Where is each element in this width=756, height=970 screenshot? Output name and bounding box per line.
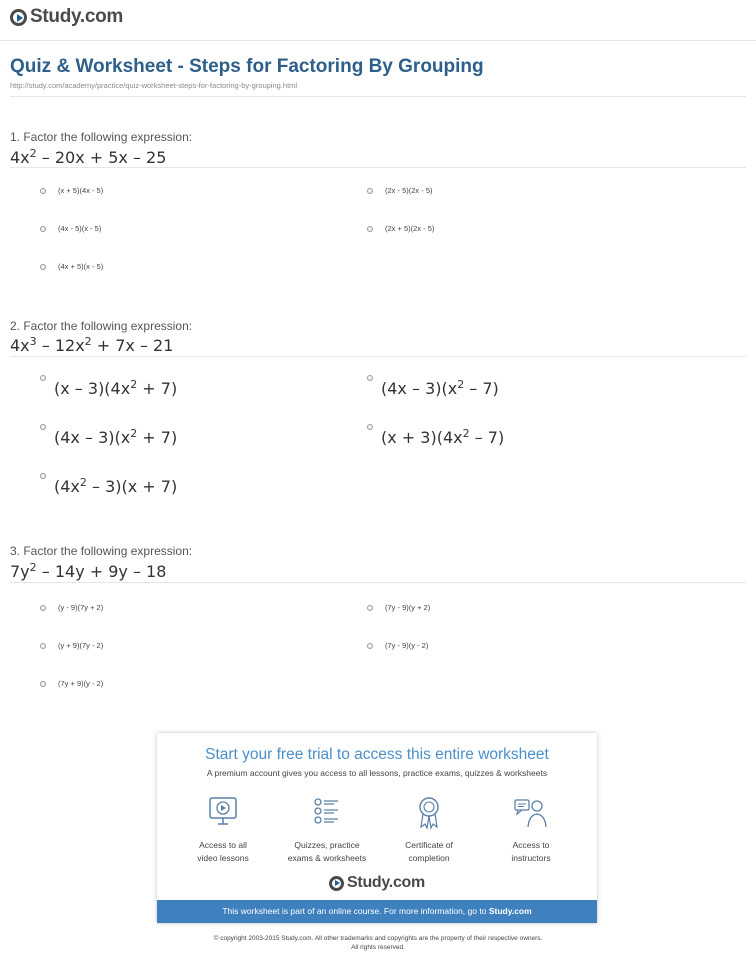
play-circle-icon bbox=[10, 9, 27, 26]
quiz-list-icon bbox=[307, 795, 347, 831]
feature-label: Certificate of completion bbox=[405, 840, 453, 863]
radio-button[interactable] bbox=[40, 375, 46, 381]
course-info-banner bbox=[157, 900, 597, 923]
question-2-option-3[interactable]: $(4x - 3)(x^2 + 7)$ bbox=[40, 424, 177, 447]
feature-label: Access to all video lessons bbox=[197, 840, 249, 863]
question-3-divider bbox=[10, 582, 746, 583]
radio-button[interactable] bbox=[40, 681, 46, 687]
question-2-option-2[interactable]: $(4x - 3)(x^2 - 7)$ bbox=[367, 375, 499, 398]
question-3-label: 3. Factor the following expression: bbox=[10, 544, 193, 558]
radio-button[interactable] bbox=[367, 375, 373, 381]
radio-button[interactable] bbox=[367, 188, 373, 194]
study-logo[interactable] bbox=[10, 6, 123, 28]
instructor-icon bbox=[511, 795, 551, 831]
premium-promo-box bbox=[157, 733, 597, 923]
feature-quizzes bbox=[282, 795, 372, 865]
feature-instructors bbox=[486, 795, 576, 865]
question-2-divider bbox=[10, 356, 746, 357]
question-3-option-3[interactable]: (y + 9)(7y - 2) bbox=[40, 641, 103, 650]
question-3-expression: $7y^2 - 14y + 9y - 18$ bbox=[10, 561, 167, 581]
radio-button[interactable] bbox=[40, 424, 46, 430]
radio-button[interactable] bbox=[40, 188, 46, 194]
question-2-expression: $4x^3 - 12x^2 + 7x - 21$ bbox=[10, 335, 174, 355]
copyright-line-1: © copyright 2003-2015 Study.com. All other trademarks and copyrights are the property of their respective owners. bbox=[213, 935, 543, 942]
question-1-option-2[interactable]: (2x - 5)(2x - 5) bbox=[367, 186, 433, 195]
radio-button[interactable] bbox=[367, 605, 373, 611]
feature-video-lessons bbox=[178, 795, 268, 865]
radio-button[interactable] bbox=[367, 424, 373, 430]
radio-button[interactable] bbox=[367, 226, 373, 232]
promo-subline: A premium account gives you access to all lessons, practice exams, quizzes & worksheets bbox=[206, 768, 548, 778]
logo-text: Study.com bbox=[30, 6, 124, 27]
question-3-option-1[interactable]: (y - 9)(7y + 2) bbox=[40, 603, 103, 612]
question-1-option-5[interactable]: (4x + 5)(x - 5) bbox=[40, 262, 103, 271]
radio-button[interactable] bbox=[40, 264, 46, 270]
question-2-option-4[interactable]: $(x + 3)(4x^2 - 7)$ bbox=[367, 424, 504, 447]
question-1-option-3[interactable]: (4x - 5)(x - 5) bbox=[40, 224, 101, 233]
radio-button[interactable] bbox=[40, 643, 46, 649]
banner-link[interactable]: Study.com bbox=[488, 906, 532, 916]
radio-button[interactable] bbox=[367, 643, 373, 649]
radio-button[interactable] bbox=[40, 226, 46, 232]
play-circle-icon bbox=[329, 876, 344, 891]
question-3-option-2[interactable]: (7y - 9)(y + 2) bbox=[367, 603, 430, 612]
question-2-option-1[interactable]: $(x - 3)(4x^2 + 7)$ bbox=[40, 375, 177, 398]
copyright-notice bbox=[0, 934, 756, 952]
banner-text: This worksheet is part of an online course. For more information, go to bbox=[222, 906, 489, 916]
question-2-option-5[interactable]: $(4x^2 - 3)(x + 7)$ bbox=[40, 473, 177, 496]
page-title: Quiz & Worksheet - Steps for Factoring By Grouping bbox=[10, 56, 484, 77]
radio-button[interactable] bbox=[40, 473, 46, 479]
video-lesson-icon bbox=[203, 795, 243, 831]
question-1-expression: $4x^2 - 20x + 5x - 25$ bbox=[10, 147, 167, 167]
feature-certificate bbox=[384, 795, 474, 865]
title-divider bbox=[10, 96, 746, 97]
promo-headline[interactable]: Start your free trial to access this entire worksheet bbox=[205, 746, 549, 763]
question-1-label: 1. Factor the following expression: bbox=[10, 130, 193, 144]
question-1-option-4[interactable]: (2x + 5)(2x - 5) bbox=[367, 224, 434, 233]
certificate-icon bbox=[409, 795, 449, 831]
question-1-option-1[interactable]: (x + 5)(4x - 5) bbox=[40, 186, 103, 195]
page-url[interactable]: http://study.com/academy/practice/quiz-worksheet-steps-for-factoring-by-grouping.html bbox=[10, 81, 298, 90]
question-3-option-4[interactable]: (7y - 9)(y - 2) bbox=[367, 641, 428, 650]
feature-label: Access to instructors bbox=[511, 840, 551, 863]
feature-label: Quizzes, practice exams & worksheets bbox=[287, 840, 367, 863]
radio-button[interactable] bbox=[40, 605, 46, 611]
question-3-option-5[interactable]: (7y + 9)(y - 2) bbox=[40, 679, 103, 688]
header-divider bbox=[0, 40, 756, 41]
question-2-label: 2. Factor the following expression: bbox=[10, 319, 193, 333]
promo-study-logo[interactable]: Study.com bbox=[157, 874, 597, 892]
question-1-divider bbox=[10, 167, 746, 168]
copyright-line-2: All rights reserved. bbox=[351, 944, 405, 951]
